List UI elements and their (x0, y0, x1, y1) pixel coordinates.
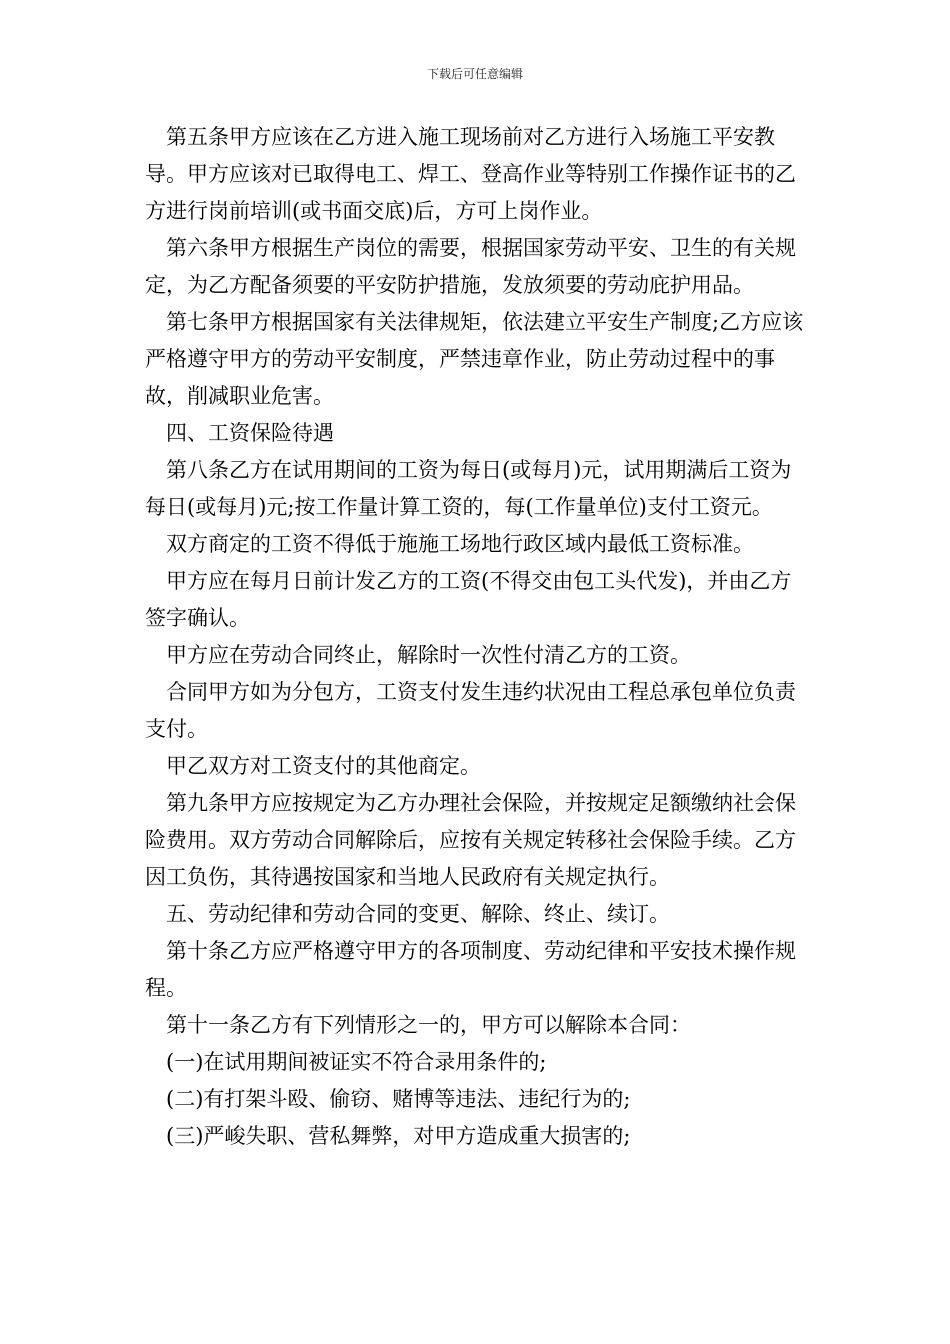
paragraph-monthly-pay: 甲方应在每月日前计发乙方的工资(不得交由包工头代发)，并由乙方签字确认。 (145, 569, 792, 630)
paragraph-final-settlement: 甲方应在劳动合同终止，解除时一次性付清乙方的工资。 (166, 643, 691, 667)
list-item-3: (三)严峻失职、营私舞弊，对甲方造成重大损害的; (166, 1124, 631, 1148)
section-heading-wages: 四、工资保险待遇 (166, 421, 334, 445)
paragraph-article-5: 第五条甲方应该在乙方进入施工现场前对乙方进行入场施工平安教导。甲方应该对已取得电工、焊工、登高作业等特别工作操作证书的乙方进行岗前培训(或书面交底)后，方可上岗作业。 (145, 125, 796, 223)
paragraph-article-11: 第十一条乙方有下列情形之一的，甲方可以解除本合同： (166, 1013, 691, 1037)
section-heading-discipline: 五、劳动纪律和劳动合同的变更、解除、终止、续订。 (166, 902, 670, 926)
paragraph-article-7: 第七条甲方根据国家有关法律规矩，依法建立平安生产制度;乙方应该严格遵守甲方的劳动平安制度，严禁违章作业，防止劳动过程中的事故，削减职业危害。 (145, 310, 804, 408)
paragraph-article-8: 第八条乙方在试用期间的工资为每日(或每月)元，试用期满后工资为每日(或每月)元;按工作量计算工资的，每(工作量单位)支付工资元。 (145, 458, 792, 519)
paragraph-other-terms: 甲乙双方对工资支付的其他商定。 (166, 754, 481, 778)
paragraph-article-6: 第六条甲方根据生产岗位的需要，根据国家劳动平安、卫生的有关规定，为乙方配备须要的平安防护措施，发放须要的劳动庇护用品。 (145, 236, 796, 297)
paragraph-subcontractor: 合同甲方如为分包方，工资支付发生违约状况由工程总承包单位负责支付。 (145, 680, 796, 741)
paragraph-minimum-wage: 双方商定的工资不得低于施施工场地行政区域内最低工资标准。 (166, 532, 754, 556)
list-item-1: (一)在试用期间被证实不符合录用条件的; (166, 1050, 547, 1074)
list-item-2: (二)有打架斗殴、偷窃、赌博等违法、违纪行为的; (166, 1087, 631, 1111)
paragraph-article-10: 第十条乙方应严格遵守甲方的各项制度、劳动纪律和平安技术操作规程。 (145, 939, 796, 1000)
document-body (145, 119, 810, 1155)
header-note: 下载后可任意编辑 (426, 67, 523, 81)
paragraph-article-9: 第九条甲方应按规定为乙方办理社会保险，并按规定足额缴纳社会保险费用。双方劳动合同解除后，应按有关规定转移社会保险手续。乙方因工负伤，其待遇按国家和当地人民政府有关规定执行。 (145, 791, 796, 889)
